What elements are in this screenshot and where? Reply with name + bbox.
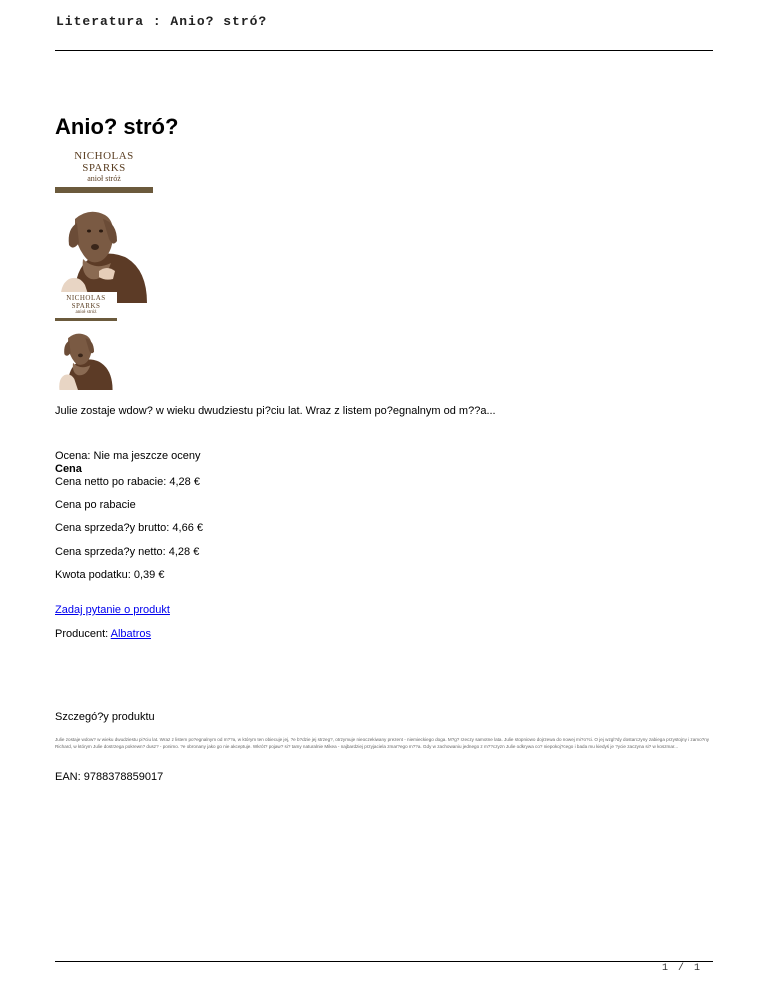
book-cover-small [55,292,117,390]
product-description: Julie zostaje wdow? w wieku dwudziestu pi?ciu lat. Wraz z listem po?egnalnym od m??a, w którym ten obiecuje jej, ?e b?dzie jej strzeg?, otrzymuje nieoczekiwany prezent - niemieckiego doga. M?g? rzeczy samotne lata. Julie stopniowo dojrzewa do nowej mi?o?ci. O jej wzgl?dy dostarczyny zabiega przystojny i zamo?ny Richard, w którym Julie dostrzega pokrewn? dusz? - ponimo. ?e obronany jako go nie akceptuje. Wkrót? pojaw? si? tamy naturalnie Mikea - najbardziej przyjaciela zmar?ego m??a. Gdy w zachowaniu jednego z m??czyzn Julie odkrywa co? niepokoj?cego i bada mu kiedyś je ?ycie zaczyna si? w koszmar... [55,737,710,749]
details-heading: Szczegó?y produktu [55,711,155,723]
dog-photo-illustration-small [55,327,117,390]
page-title: Anio? stró? [55,114,179,139]
price-net: Cena sprzeda?y netto: 4,28 € [55,546,200,558]
price-after-discount: Cena po rabacie [55,499,136,511]
rating-text: Ocena: Nie ma jeszcze oceny [55,450,201,462]
intro-text: Julie zostaje wdow? w wieku dwudziestu pi?ciu lat. Wraz z listem po?egnalnym od m??a... [55,405,496,417]
cover-author: NICHOLAS SPARKS [74,150,134,174]
ask-question-link[interactable]: Zadaj pytanie o produkt [55,604,170,616]
ean-code: EAN: 9788378859017 [55,771,164,783]
cover-subtitle-small: anioł stróż [75,310,97,315]
ask-question-paragraph [55,603,170,617]
cover-photo [55,201,153,303]
page-indicator: 1 / 1 [662,963,703,974]
footer-divider [55,961,713,962]
cover-author-small: NICHOLAS SPARKS [66,294,106,310]
producer-link[interactable]: Albatros [110,628,152,640]
producer-paragraph [55,627,151,641]
book-cover-large [55,148,153,303]
cover-band [55,187,153,193]
header-divider [55,50,713,51]
tax-amount: Kwota podatku: 0,39 € [55,569,165,581]
dog-photo-illustration [55,201,153,303]
running-header: Literatura : Anio? stró? [56,14,268,29]
producer-label: Producent: [55,628,111,640]
price-gross: Cena sprzeda?y brutto: 4,66 € [55,522,203,534]
cover-photo-small [55,327,117,390]
cover-subtitle: anioł stróż [87,174,121,183]
price-net-after-discount: Cena netto po rabacie: 4,28 € [55,476,200,488]
price-heading: Cena [55,463,82,475]
cover-band-small [55,318,117,321]
